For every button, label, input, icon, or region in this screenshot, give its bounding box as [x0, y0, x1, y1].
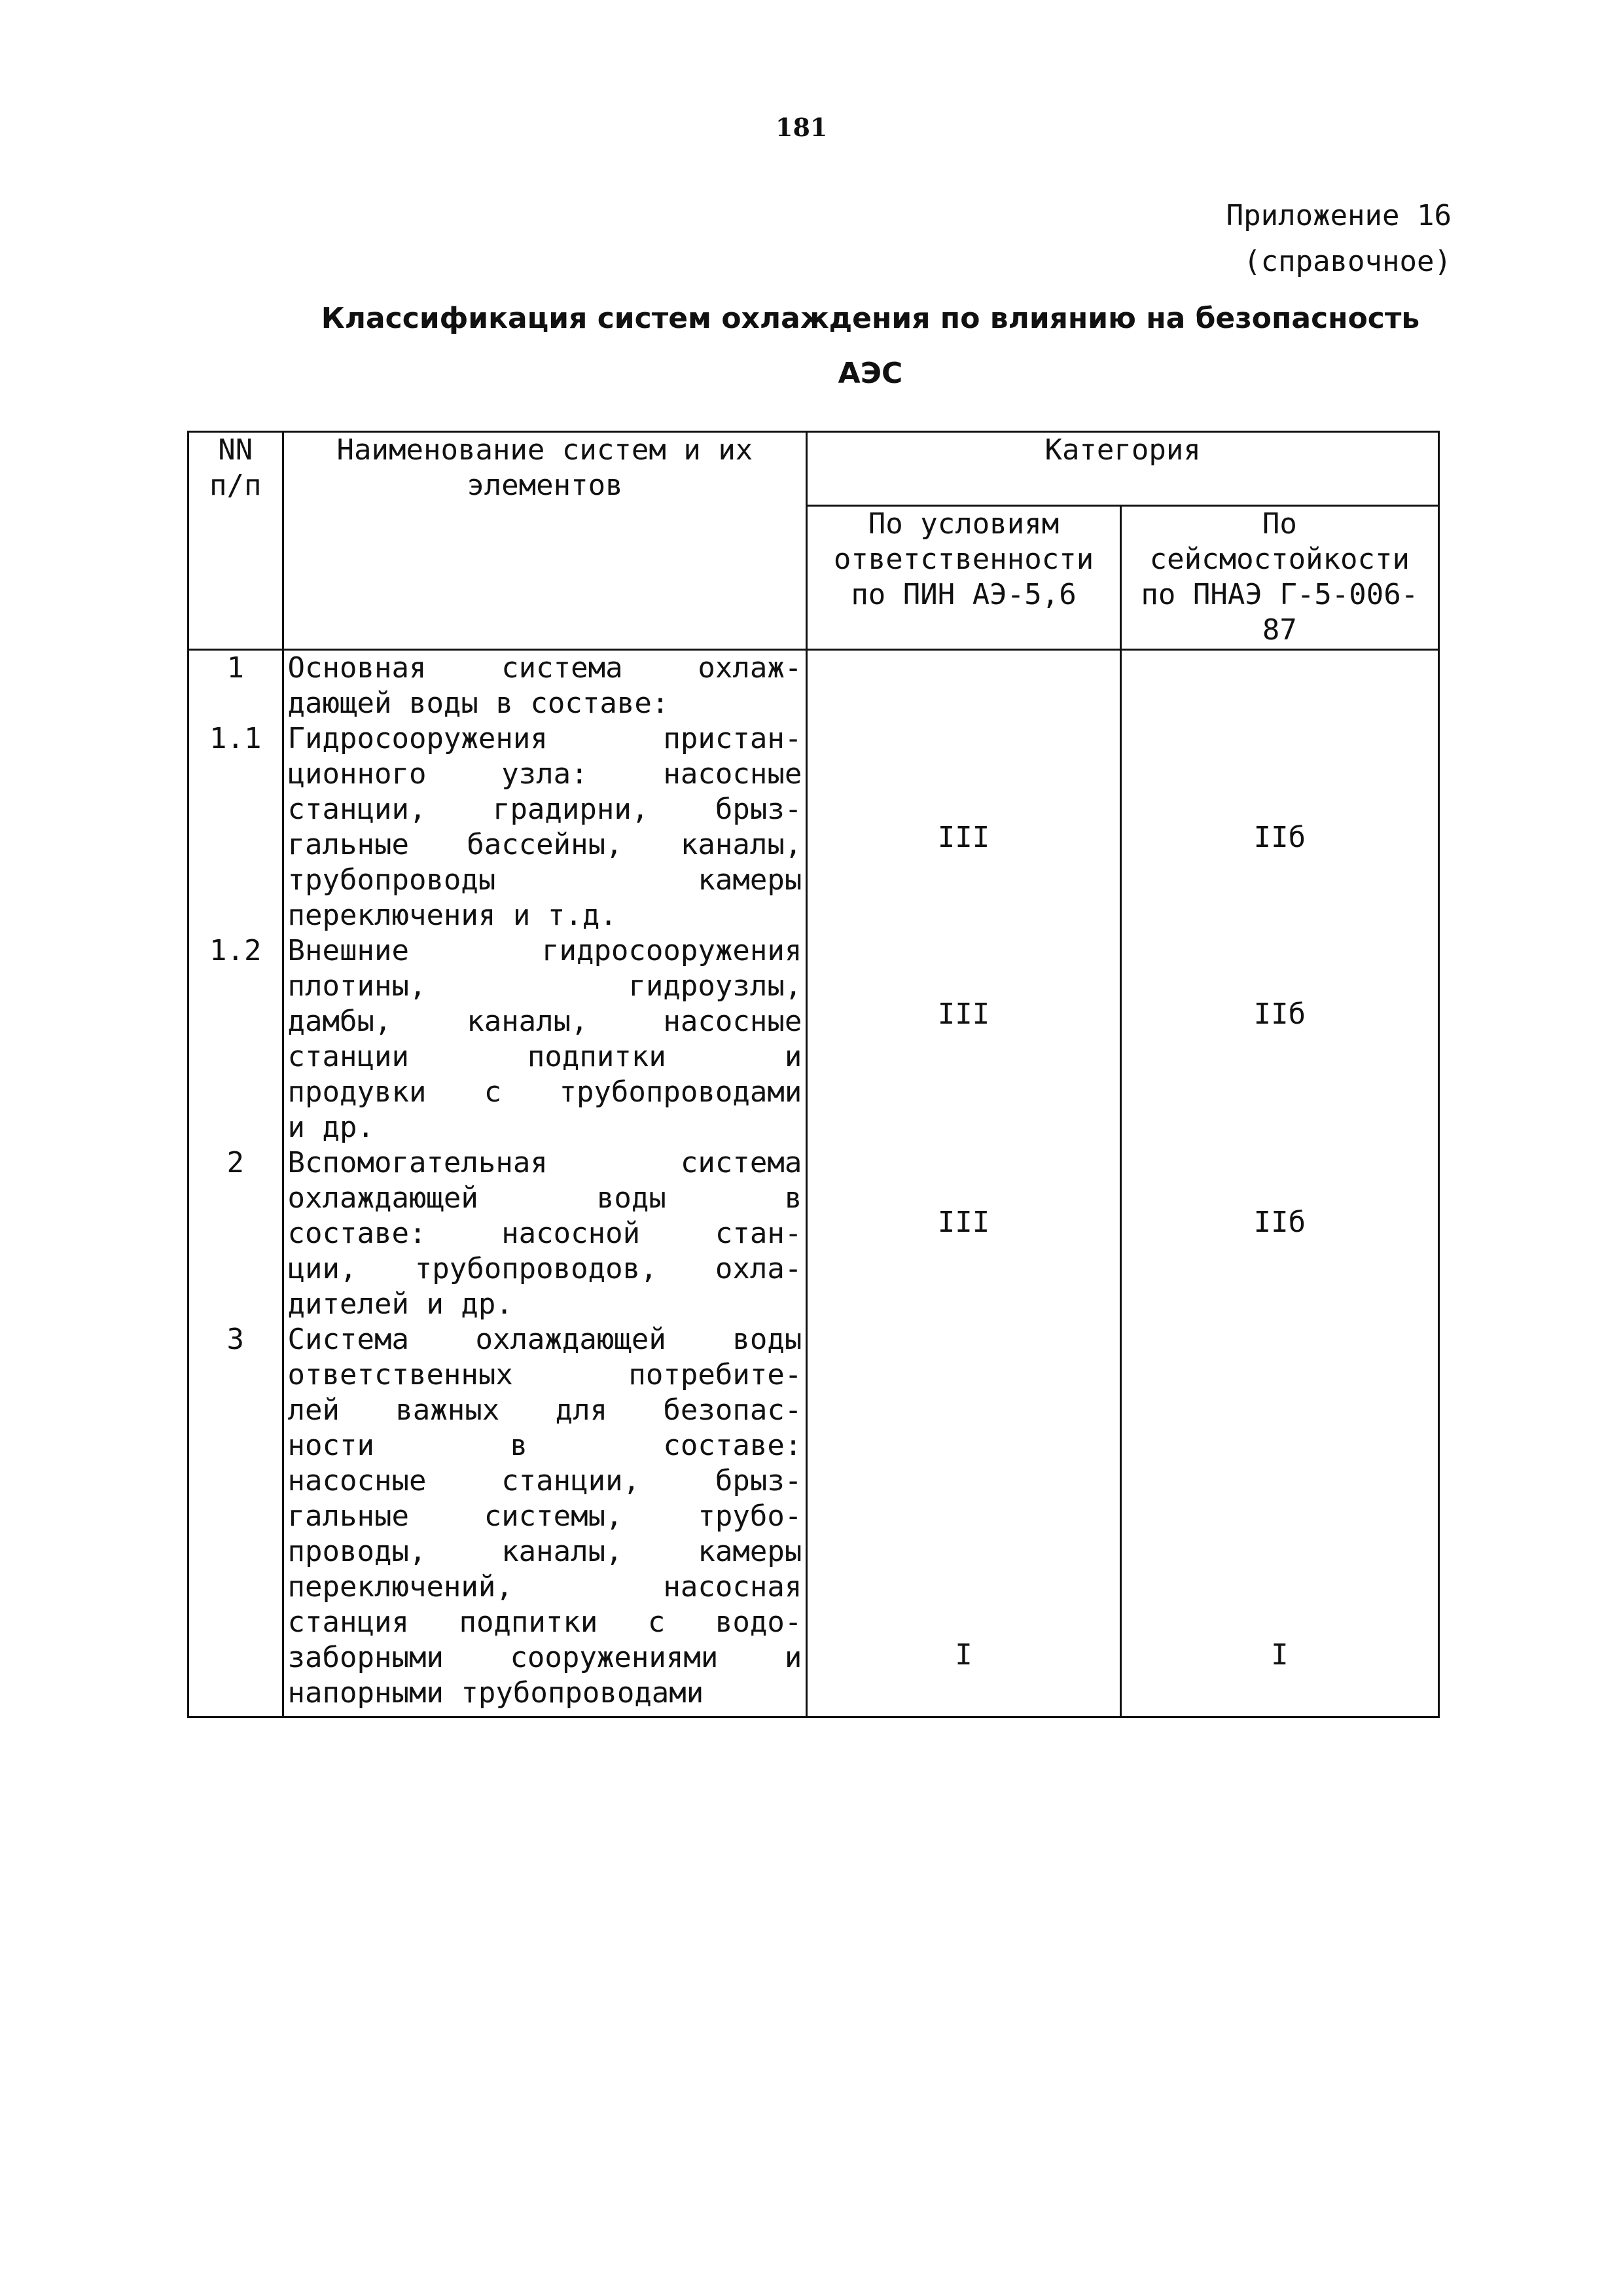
- table-header-row-1: [188, 432, 1439, 506]
- name-line: охлаждающей воды в: [287, 1181, 802, 1215]
- name-line: заборными сооружениями и: [287, 1641, 802, 1674]
- header-category: Категория: [807, 432, 1439, 506]
- seismic-value: IIб: [1253, 1206, 1306, 1239]
- name-line: напорными трубопроводами: [287, 1676, 704, 1710]
- name-line: дамбы, каналы, насосные: [287, 1005, 802, 1038]
- name-line: трубопроводы камеры: [287, 863, 802, 897]
- name-line: гальные системы, трубо-: [287, 1499, 802, 1533]
- responsibility-value: III: [937, 1206, 990, 1239]
- name-line: Система охлаждающей воды: [287, 1323, 802, 1356]
- responsibility-value: I: [955, 1638, 972, 1672]
- row-number: 1: [226, 651, 244, 685]
- name-line: Гидросооружения пристан-: [287, 722, 802, 755]
- name-line: дителей и др.: [287, 1287, 513, 1321]
- name-line: станции подпитки и: [287, 1040, 802, 1073]
- name-line: ности в составе:: [287, 1429, 802, 1462]
- seismic-value: IIб: [1253, 821, 1306, 854]
- name-line: гальные бассейны, каналы,: [287, 828, 802, 861]
- name-line: насосные станции, брыз-: [287, 1464, 802, 1498]
- seismic-value: IIб: [1253, 997, 1306, 1031]
- document-title-line-1: Классификация систем охлаждения по влиянию на безопасность: [321, 302, 1420, 335]
- row-number: 1.1: [209, 722, 262, 755]
- document-title-line-2: АЭС: [838, 356, 903, 390]
- number-column: [188, 650, 283, 1717]
- header-name: Наименование систем и их элементов: [283, 432, 807, 650]
- header-number: NN п/п: [188, 432, 283, 650]
- name-line: лей важных для безопас-: [287, 1393, 802, 1427]
- responsibility-value: III: [937, 821, 990, 854]
- name-line: Основная система охлаж-: [287, 651, 802, 685]
- responsibility-value: III: [937, 997, 990, 1031]
- header-responsibility: По условиям ответственности по ПИН АЭ-5,6: [807, 506, 1120, 650]
- name-line: ответственных потребите-: [287, 1358, 802, 1391]
- name-line: переключения и т.д.: [287, 899, 617, 932]
- row-number: 3: [226, 1323, 244, 1356]
- table-row: [188, 650, 1439, 1717]
- name-line: переключений, насосная: [287, 1570, 802, 1604]
- appendix-type: (справочное): [1243, 245, 1452, 279]
- row-number: 2: [226, 1146, 244, 1179]
- name-line: станции, градирни, брыз-: [287, 793, 802, 826]
- name-line: ционного узла: насосные: [287, 757, 802, 791]
- seismic-value: I: [1271, 1638, 1289, 1672]
- name-line: и др.: [287, 1111, 374, 1144]
- name-line: составе: насосной стан-: [287, 1217, 802, 1250]
- name-line: проводы, каналы, камеры: [287, 1535, 802, 1568]
- name-line: Внешние гидросооружения: [287, 934, 802, 967]
- header-seismic: По сейсмостойкости по ПНАЭ Г-5-006-87: [1120, 506, 1438, 650]
- row-number: 1.2: [209, 934, 262, 967]
- name-line: Вспомогательная система: [287, 1146, 802, 1179]
- seismic-column: [1120, 650, 1438, 1717]
- name-line: станция подпитки с водо-: [287, 1605, 802, 1639]
- name-column: [283, 650, 807, 1717]
- document-title: [288, 291, 1453, 401]
- appendix-label: [1226, 193, 1452, 285]
- name-line: дающей воды в составе:: [287, 687, 669, 720]
- name-line: ции, трубопроводов, охла-: [287, 1252, 802, 1285]
- name-line: продувки с трубопроводами: [287, 1075, 802, 1109]
- responsibility-column: [807, 650, 1120, 1717]
- name-line: плотины, гидроузлы,: [287, 969, 802, 1003]
- classification-table: [187, 431, 1440, 1718]
- page-number: 181: [776, 113, 828, 142]
- appendix-number: Приложение 16: [1226, 199, 1452, 232]
